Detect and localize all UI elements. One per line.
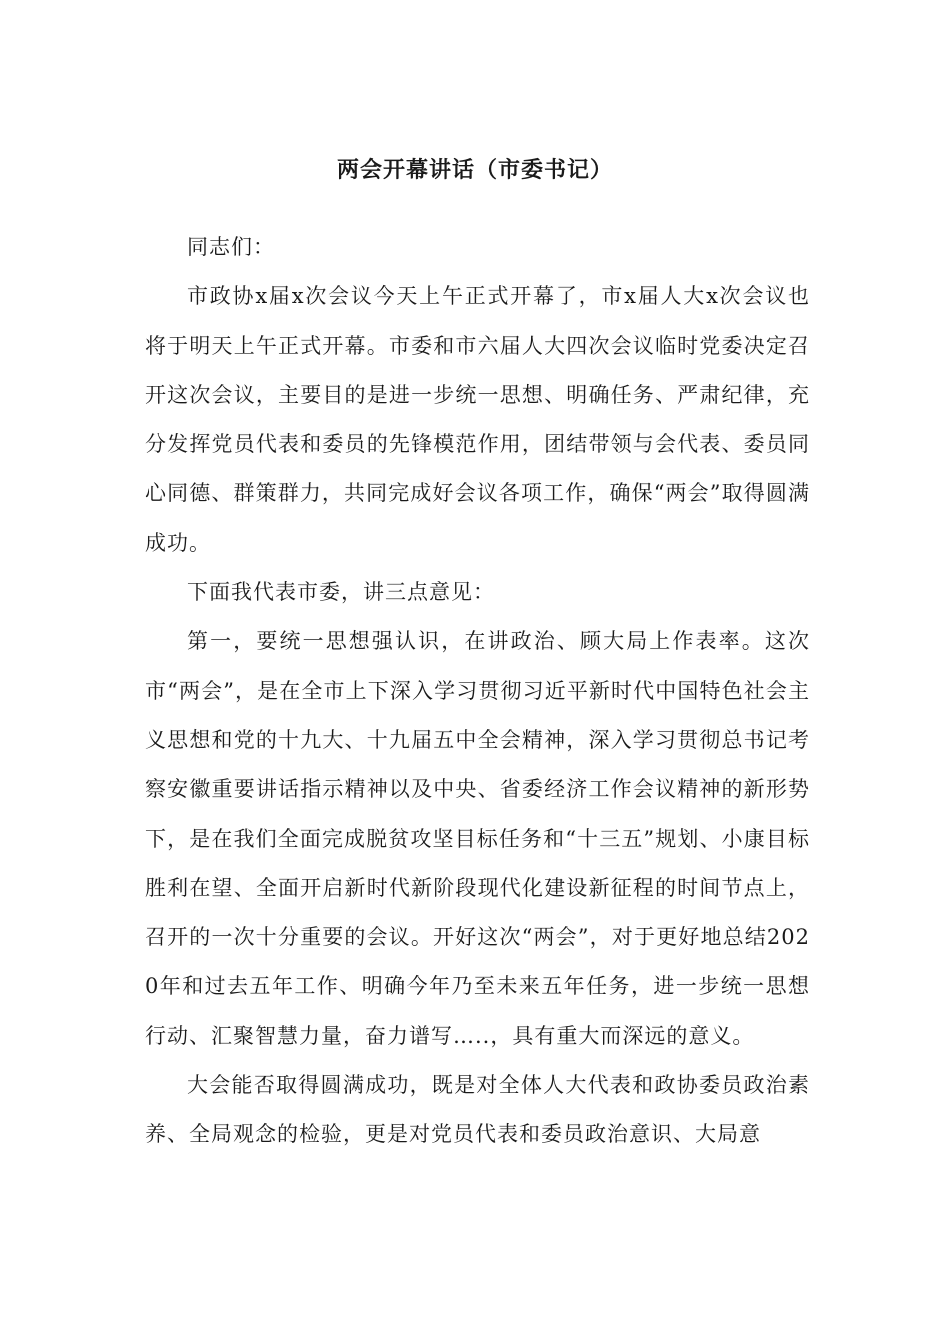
closing-paragraph: 大会能否取得圆满成功，既是对全体人大代表和政协委员政治素养、全局观念的检验，更是对党员代表和委员政治意识、大局意 — [145, 1073, 810, 1147]
document-body — [145, 223, 810, 1160]
point-one-paragraph: 第一，要统一思想强认识，在讲政治、顾大局上作表率。这次市“两会”，是在全市上下深入学习贯彻习近平新时代中国特色社会主义思想和党的十九大、十九届五中全会精神，深入学习贯彻总书记考察安徽重要讲话指示精神以及中央、省委经济工作会议精神的新形势下，是在我们全面完成脱贫攻坚目标任务和“十三五”规划、小康目标胜利在望、全面开启新时代新阶段现代化建设新征程的时间节点上，召开的一次十分重要的会议。开好这次“两会”，对于更好地总结2020年和过去五年工作、明确今年乃至未来五年任务，进一步统一思想行动、汇聚智慧力量，奋力谱写…..，具有重大而深远的意义。 — [145, 629, 810, 1048]
opening-paragraph: 市政协x届x次会议今天上午正式开幕了，市x届人大x次会议也将于明天上午正式开幕。市委和市六届人大四次会议临时党委决定召开这次会议，主要目的是进一步统一思想、明确任务、严肃纪律，充分发挥党员代表和委员的先锋模范作用，团结带领与会代表、委员同心同德、群策群力，共同完成好会议各项工作，确保“两会”取得圆满成功。 — [145, 284, 810, 555]
document-title: 两会开幕讲话（市委书记） — [336, 157, 613, 183]
intro-points-paragraph: 下面我代表市委，讲三点意见： — [187, 580, 495, 605]
salutation-paragraph: 同志们： — [187, 235, 275, 259]
